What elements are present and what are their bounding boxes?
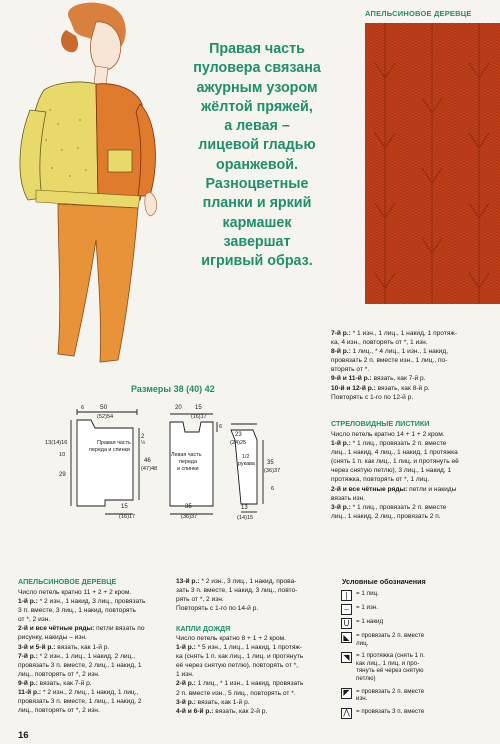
svg-text:2: 2	[141, 434, 145, 440]
row-text: 1 лиц., * 1 изн., 1 накид, провязать	[195, 680, 304, 688]
text-line	[176, 577, 297, 586]
row-label: 10-й и 12-й р.:	[331, 384, 376, 392]
svg-text:переда: переда	[179, 459, 197, 465]
headline-line: кармашек	[222, 214, 292, 231]
text-line	[331, 485, 459, 494]
legend-text	[356, 632, 424, 647]
headline-line: ажурным узором	[196, 79, 318, 96]
svg-text:29: 29	[59, 472, 66, 478]
text-line	[18, 697, 145, 706]
row-text: 1 изн.	[176, 671, 194, 679]
text-line	[331, 503, 459, 512]
text-line	[331, 466, 459, 475]
text-line	[331, 439, 459, 448]
arrow-leaves-title: СТРЕЛОВИДНЫЕ ЛИСТИКИ	[331, 419, 430, 428]
rain-drops-title: КАПЛИ ДОЖДЯ	[176, 624, 231, 633]
text-line	[18, 652, 145, 661]
legend-text	[356, 652, 425, 682]
text-line	[18, 643, 145, 652]
text-line	[18, 606, 145, 615]
row-text: рять от *, 2 изн.	[176, 596, 224, 604]
text-line	[176, 707, 303, 716]
legend-item	[341, 708, 424, 719]
legend-text-line: тянуть её через снятую	[356, 667, 424, 675]
row-text: Число петель кратно 14 + 1 + 2 кром.	[331, 431, 445, 438]
svg-text:35: 35	[185, 504, 192, 510]
sizes-title: Размеры 38 (40) 42	[131, 384, 215, 394]
headline-line: игривый образ.	[201, 253, 313, 270]
text-line	[331, 356, 457, 365]
row-text: ка (снять 1 п. как лиц., 1 лиц. и протянуть	[176, 653, 304, 661]
row-text: петли и накиды	[407, 485, 457, 493]
svg-text:переда и спинки: переда и спинки	[89, 447, 130, 453]
legend-item	[341, 604, 378, 615]
row-text: 1 лиц., * 4 лиц., 1 изн., 1 накид,	[350, 348, 449, 356]
knit-swatch-photo	[365, 23, 500, 304]
legend-text-line: лиц.	[356, 639, 369, 647]
row-label: 2-й и все чётные ряды:	[18, 625, 95, 633]
row-label: 2-й р.:	[176, 680, 196, 688]
text-line	[18, 588, 145, 597]
row-label: 9-й и 11-й р.:	[331, 375, 372, 383]
svg-text:20: 20	[175, 405, 182, 411]
legend-text-line: = 1 протяжка (снять 1 п.	[356, 652, 425, 660]
row-text: * 2 изн., 1 лиц., 1 накид, 2 лиц.,	[37, 652, 136, 660]
orange-tree-title: АПЕЛЬСИНОВОЕ ДЕРЕВЦЕ	[18, 577, 117, 586]
text-line	[176, 679, 303, 688]
text-line	[18, 615, 145, 624]
svg-text:1/2: 1/2	[242, 454, 250, 460]
svg-text:рукава: рукава	[238, 461, 255, 467]
text-line	[176, 689, 303, 698]
legend-text-line: = провязать 2 п. вместе	[356, 632, 425, 639]
text-line	[176, 604, 297, 613]
svg-text:(14)15: (14)15	[237, 515, 254, 521]
legend-symbol-icon: ◥	[341, 652, 352, 663]
svg-text:46: 46	[144, 458, 151, 464]
row-text: вязать, как 7-й р.	[37, 679, 92, 687]
text-line	[331, 494, 459, 503]
row-text: Число петель кратно 11 + 2 + 2 кром.	[18, 589, 132, 596]
legend-symbol-icon: U	[341, 618, 352, 629]
svg-text:10: 10	[59, 452, 66, 458]
row-text: провязать 3 п. вместе, 1 лиц., 1 накид, 2	[18, 698, 142, 706]
svg-text:(36)37: (36)37	[181, 514, 198, 520]
headline-line: оранжевой.	[215, 156, 299, 173]
svg-text:(52)54: (52)54	[97, 414, 114, 420]
row-text: (снять 1 п. как лиц., 1 лиц. и протянуть её	[331, 458, 459, 466]
row-text: лиц., повторять от *, 2 изн.	[18, 670, 100, 678]
svg-text:и спинки: и спинки	[177, 466, 199, 472]
svg-text:(24)25: (24)25	[230, 440, 247, 446]
legend-text	[356, 590, 379, 598]
row-label: 1-й р.:	[331, 440, 351, 448]
rain-drops-text	[176, 634, 303, 716]
row-text: Повторять с 1-го по 14-й р.	[176, 605, 259, 613]
svg-text:(47)48: (47)48	[141, 466, 158, 472]
svg-text:Правая часть: Правая часть	[97, 440, 131, 446]
legend-text-line: = 1 изн.	[356, 604, 378, 611]
legend-item	[341, 688, 424, 703]
text-line	[176, 643, 303, 652]
text-line	[331, 393, 457, 402]
legend-item	[341, 652, 425, 682]
text-line	[18, 597, 145, 606]
row-label: 1-й р.:	[176, 644, 196, 652]
row-text: протяжка, повторять от *, 1 лиц.	[331, 476, 430, 484]
svg-text:50: 50	[100, 404, 108, 411]
row-text: вторять от *.	[331, 366, 370, 374]
legend-symbol-icon: ⋀	[341, 708, 352, 719]
row-text: вязать, как 1-й р.	[195, 698, 250, 706]
headline-line: пуловера связана	[193, 60, 321, 77]
svg-text:6: 6	[219, 424, 223, 430]
row-text: вязать, как 7-й р.	[371, 375, 426, 383]
row-label: 7-й р.:	[18, 652, 38, 660]
page-number: 16	[18, 730, 29, 741]
row-text: через снятую петлю), 3 лиц., 1 накид, 1	[331, 467, 452, 475]
legend-title: Условные обозначения	[342, 577, 426, 586]
row-text: вязать изн.	[331, 494, 366, 502]
svg-text:6: 6	[271, 486, 275, 492]
headline-line: планки и яркий	[202, 195, 312, 212]
headline-line: а левая –	[224, 118, 290, 135]
legend-text	[356, 604, 378, 612]
text-line	[176, 634, 303, 643]
svg-text:(36)37: (36)37	[264, 468, 281, 474]
text-line	[331, 448, 459, 457]
text-line	[176, 586, 297, 595]
svg-text:23: 23	[235, 432, 242, 438]
text-line	[18, 706, 145, 715]
row-text: вязать, как 1-й р.	[55, 643, 110, 651]
row-label: 3-й р.:	[176, 698, 196, 706]
row-text: * 2 изн., 2 лиц., 1 накид, 1 лиц.,	[41, 689, 139, 697]
svg-text:½: ½	[141, 440, 146, 446]
row-text: вязать, как 8-й р.	[375, 384, 430, 392]
row-text: рисунку, накиды – изн.	[18, 634, 87, 642]
text-line	[331, 475, 459, 484]
text-line	[176, 595, 297, 604]
text-line	[176, 661, 303, 670]
text-line	[18, 670, 145, 679]
svg-text:6: 6	[81, 405, 85, 411]
text-line	[176, 670, 303, 679]
svg-text:(16)17: (16)17	[191, 414, 207, 420]
svg-text:35: 35	[267, 460, 274, 466]
middle-rows-text	[176, 577, 297, 613]
text-line	[331, 384, 457, 393]
text-line	[331, 365, 457, 374]
row-text: * 2 изн., 1 накид, 3 лиц., провязать	[37, 598, 146, 606]
svg-text:(16)17: (16)17	[119, 514, 136, 520]
row-text: лиц., 1 накид, 2 лиц., провязать 2 п.	[331, 512, 441, 520]
legend-symbol-icon: –	[341, 604, 352, 615]
row-text: ка, 4 изн., повторять от *, 1 изн.	[331, 339, 428, 347]
pattern-schematics	[45, 400, 300, 525]
legend-text-line: = провязать 3 п. вместе	[356, 707, 425, 715]
legend-text	[356, 708, 424, 716]
legend-text	[356, 618, 383, 626]
row-text: Повторять с 1-го по 12-й р.	[331, 393, 414, 401]
row-text: * 5 изн., 1 лиц., 1 накид, 1 протяж-	[195, 644, 303, 652]
text-line	[331, 329, 457, 338]
headline-line: Разноцветные	[205, 176, 309, 193]
row-text: Число петель кратно 8 + 1 + 2 кром.	[176, 635, 287, 642]
orange-tree-text	[18, 588, 145, 715]
legend-text-line: = провязать 2 п. вместе	[356, 687, 425, 695]
row-text: зать 3 п. вместе, 1 накид, 3 лиц., повто-	[176, 587, 298, 595]
row-text: * 2 изн., 3 лиц., 1 накид, прова-	[199, 578, 297, 585]
headline-line: завершат	[223, 233, 291, 250]
text-line	[331, 374, 457, 383]
legend-text	[356, 688, 424, 703]
legend-text-line: = 1 лиц.	[356, 590, 379, 597]
row-text: лиц., повторять от *, 2 изн.	[18, 707, 100, 715]
svg-text:Левая часть: Левая часть	[171, 452, 202, 458]
headline	[182, 40, 332, 272]
legend-symbol-icon: |	[341, 590, 352, 601]
swatch-title: АПЕЛЬСИНОВОЕ ДЕРЕВЦЕ	[365, 9, 472, 18]
legend-text-line: как лиц., 1 лиц. и про-	[356, 659, 420, 667]
row-label: 1-й р.:	[18, 598, 38, 606]
legend-item	[341, 590, 379, 601]
text-line	[176, 652, 303, 661]
svg-text:15: 15	[121, 504, 128, 510]
row-text: лиц., 1 накид, 4 лиц., 1 накид, 1 протяжка	[331, 449, 458, 457]
text-line	[18, 679, 145, 688]
text-line	[331, 457, 459, 466]
text-line	[331, 347, 457, 356]
row-text: провязать 3 п. вместе, 2 лиц., 1 накид, 1	[18, 661, 142, 669]
svg-text:13(14)16: 13(14)16	[45, 440, 68, 446]
row-label: 2-й и все чётные ряды:	[331, 485, 408, 493]
legend-text-line: = 1 накид	[356, 618, 384, 625]
headline-line: Правая часть	[209, 41, 305, 57]
legend-symbol-icon: ◣	[341, 632, 352, 643]
text-line	[18, 633, 145, 642]
legend-item	[341, 618, 383, 629]
svg-text:15: 15	[195, 405, 202, 411]
row-label: 8-й р.:	[331, 348, 351, 356]
row-text: 2 п. вместе изн., 5 лиц., повторять от *.	[176, 689, 296, 697]
text-line	[331, 512, 459, 521]
row-label: 11-й р.:	[18, 689, 42, 697]
row-label: 3-й и 5-й р.:	[18, 643, 56, 651]
row-text: * 1 лиц., провязать 2 п. вместе	[350, 503, 447, 511]
legend-text-line: изн.	[356, 695, 368, 703]
row-label: 4-й и 6-й р.:	[176, 707, 214, 715]
legend-text-line: петлю)	[356, 674, 376, 682]
row-text: её через снятую петлю), повторять от *,	[176, 662, 298, 670]
row-label: 3-й р.:	[331, 503, 351, 511]
row-text: вязать, как 2-й р.	[213, 707, 268, 715]
text-line	[18, 624, 145, 633]
arrow-leaves-text	[331, 430, 459, 521]
headline-line: жёлтой пряжей,	[201, 98, 313, 115]
row-text: * 1 изн., 1 лиц., 1 накид, 1 протяж-	[350, 330, 458, 337]
row-text: * 1 лиц., провязать 2 п. вместе	[350, 440, 447, 448]
fashion-illustration	[0, 0, 185, 370]
row-text: 3 п. вместе, 3 лиц., 1 накид, повторять	[18, 607, 136, 615]
text-line	[18, 688, 145, 697]
row-text: провязать 2 п. вместе изн., 1 лиц., по-	[331, 357, 448, 365]
row-text: от *, 2 изн.	[18, 616, 51, 624]
headline-line: лицевой гладью	[198, 137, 316, 154]
row-label: 9-й р.:	[18, 679, 38, 687]
pattern-rows-continued	[331, 329, 457, 402]
row-text: петли вязать по	[94, 625, 145, 633]
legend-symbol-icon: ◤	[341, 688, 352, 699]
row-label: 7-й р.:	[331, 330, 351, 337]
text-line	[176, 698, 303, 707]
text-line	[18, 661, 145, 670]
text-line	[331, 430, 459, 439]
text-line	[331, 338, 457, 347]
legend-item	[341, 632, 424, 647]
svg-text:13: 13	[241, 505, 248, 511]
row-label: 13-й р.:	[176, 578, 200, 585]
